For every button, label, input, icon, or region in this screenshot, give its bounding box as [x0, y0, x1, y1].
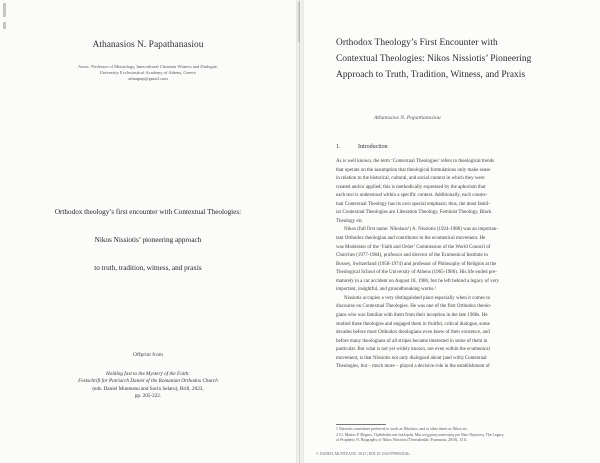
affiliation-email: athanpap@gmail.com: [128, 76, 168, 81]
source-line: Festschrift for Patriarch Daniel of the Romanian Orthodox Church: [78, 378, 218, 384]
chapter-author: Athanasios N. Papathanasiou: [374, 115, 441, 121]
affiliation-line: Assoc. Professor of Missiology, Intercultural Christian Witness and Dialogue,: [77, 64, 219, 69]
left-title-line: to truth, tradition, witness, and praxis: [94, 264, 202, 272]
body-line: discourse on Contextual Theologies. He was one of the first Orthodox theolo-: [336, 304, 492, 310]
body-line: created and/or applied; this is methodically expressed by the aphorism that: [336, 184, 486, 190]
body-line: Theologies, but – much more – played a decisive role in the establishment of: [336, 364, 490, 370]
body-line: Nikos (full first name: Nikolaos¹) A. Nissiotis (1924-1986) was an importan-: [344, 227, 498, 233]
footnote-rule: [336, 424, 386, 425]
body-line: tant Orthodox theologian and contributor to the ecumenical movement. He: [336, 235, 486, 241]
source-line: (eds. Daniel Munteanu and Sorin Selaru), Brill, 2023,: [92, 386, 204, 392]
left-title-line: Orthodox theology’s first encounter with Contextual Theologies:: [54, 208, 242, 216]
scan-mark: [3, 22, 6, 29]
chapter-title-line: Approach to Truth, Tradition, Witness, and Praxis: [336, 70, 526, 80]
left-author: Athanasios N. Papathanasiou: [92, 40, 204, 50]
scan-mark: [3, 3, 6, 17]
body-line: studied these theologies and engaged them in fruitful, critical dialogue, some: [336, 321, 490, 327]
source-line: Holding fast to the Mystery of the Faith:: [106, 371, 190, 377]
page-gutter: [296, 0, 304, 463]
left-title-line: Nikos Nissiotis’ pioneering approach: [94, 236, 202, 244]
body-line: that operate on the assumption that theological formulations only make sense: [336, 167, 491, 173]
page-crease: [299, 0, 300, 463]
footnote: 2 Cf. Marios P. Begzos, Ὀρθοδοξία καὶ ἐκκλησία. Μια σύγχρονη απάντηση για Νίκο Νησιώτη, The Legacy: [336, 433, 504, 437]
offprint-label: Offprint from: [133, 352, 163, 358]
body-line: in relation to the historical, cultural, and social context in which they were: [336, 176, 485, 182]
body-line: movement, is that Nissiotis not only dialogued about (and with) Contextual: [336, 355, 487, 361]
body-line: iar Contextual Theologies are Liberation Theology, Feminist Theology, Black: [336, 210, 492, 216]
body-line: As is well known, the term ‘Contextual Theologies’ refers to theological trends: [336, 159, 495, 164]
body-line: each text is understood within a specific context. Additionally, each contex-: [336, 193, 488, 199]
source-line: pp. 205-222.: [134, 393, 162, 399]
body-line: tual Contextual Theology has its own special emphasis; thus, the most famil-: [336, 201, 490, 207]
footnote: 1 Nissiotis sometimes preferred to work as Nikolaos, and at other times as Nikos etc.: [336, 427, 469, 431]
body-line: was Moderator of the ‘Faith and Order’ Commission of the World Council of: [336, 244, 491, 250]
body-line: important, insightful, and groundbreaking works.²: [336, 287, 436, 293]
body-line: Theology etc.: [336, 218, 364, 224]
footnote: of Prophetic N. Biography of Nikos Nissiotis (Thessaloniki: Pournaras, 2010), 13 ff.: [336, 438, 468, 442]
body-line: Nissiotis occupies a very distinguished place especially when it comes to: [344, 295, 491, 301]
chapter-title-line: Contextual Theologies: Nikos Nissiotis’ Pioneering: [336, 54, 532, 64]
body-line: before many theologians of all stripes became interested in some of them in: [336, 338, 488, 344]
body-line: maturely in a car accident on August 18, 1986, but he left behind a legacy of very: [336, 278, 500, 284]
body-line: Churches (1977-1984), professor and director of the Ecumenical Institute in: [336, 253, 488, 259]
affiliation-line: University Ecclesiastical Academy of Athens, Greece: [99, 70, 197, 75]
body-line: gians who was familiar with them from their inception in the late 1960s. He: [336, 312, 488, 318]
section-number: 1.: [336, 144, 341, 150]
page-footer: © DANIEL MUNTEANU, 2023 | DOI:10.1163/9789004546...: [316, 452, 412, 456]
chapter-title-line: Orthodox Theology’s First Encounter with: [336, 38, 498, 48]
section-title: Introduction: [358, 144, 388, 150]
body-line: Bossey, Switzerland (1958-1974) and professor of Philosophy of Religion at the: [336, 261, 497, 267]
scan-mark: [298, 2, 300, 42]
body-line: particular. But what is not yet widely known, not even within the ecumenical: [336, 347, 490, 353]
body-line: Theological School of the University of Athens (1965-1986). His life ended pre-: [336, 270, 497, 276]
body-line: decades before most Orthodox theologians even knew of their existence, and: [336, 330, 490, 335]
